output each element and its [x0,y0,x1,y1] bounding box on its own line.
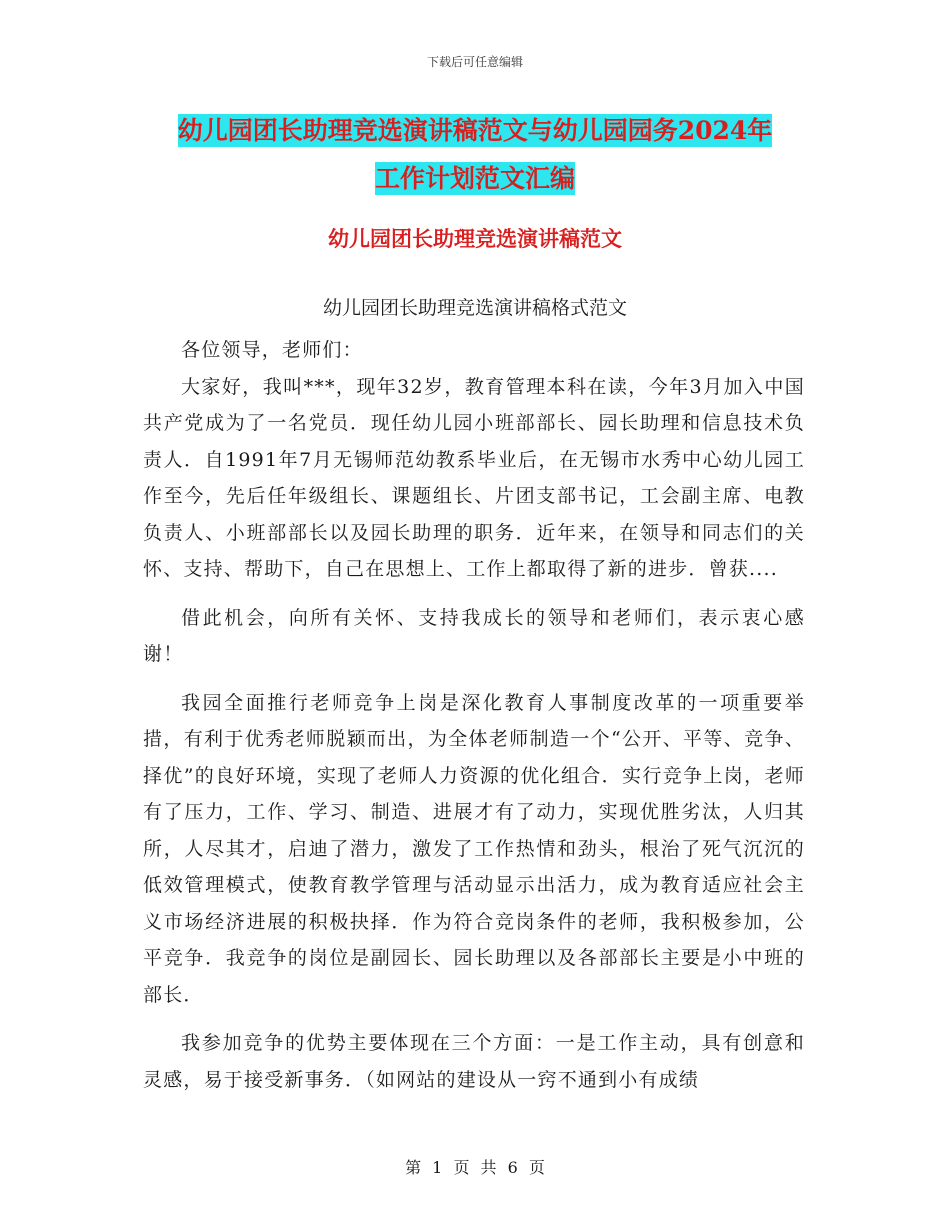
page-header-note: 下载后可任意编辑 [426,55,523,69]
salutation: 各位领导，老师们： [181,339,363,361]
page-number: 第 1 页 共 6 页 [405,1158,545,1177]
document-body [143,332,805,1098]
title-line-1: 幼儿园团长助理竞选演讲稿范文与幼儿园园务2024年 [177,116,773,145]
paragraph-2: 借此机会，向所有关怀、支持我成长的领导和老师们，表示衷心感谢！ [143,606,805,665]
title-line-2: 工作计划范文汇编 [374,164,575,193]
paragraph-3: 我园全面推行老师竞争上岗是深化教育人事制度改革的一项重要举措，有利于优秀老师脱颖而出，为全体老师制造一个“公开、平等、竞争、择优”的良好环境，实现了老师人力资源的优化组合．实行竞争上岗，老师有了压力，工作、学习、制造、进展才有了动力，实现优胜劣汰，人归其所，人尽其才，启迪了潜力，激发了工作热情和劲头，根治了死气沉沉的低效管理模式，使教育教学管理与活动显示出活力，成为教育适应社会主义市场经济进展的积极抉择．作为符合竞岗条件的老师，我积极参加，公平竞争．我竞争的岗位是副园长、园长助理以及各部部长主要是小中班的部长． [143,691,805,1006]
paragraph-1: 大家好，我叫***，现年32岁，教育管理本科在读，今年3月加入中国共产党成为了一名党员．现任幼儿园小班部部长、园长助理和信息技术负责人．自1991年7月无锡师范幼教系毕业后，在无锡市水秀中心幼儿园工作至今，先后任年级组长、课题组长、片团支部书记，工会副主席、电教负责人、小班部部长以及园长助理的职务．近年来，在领导和同志们的关怀、支持、帮助下，自己在思想上、工作上都取得了新的进步．曾获.... [143,375,805,580]
document-title [0,107,950,203]
paragraph-4: 我参加竞争的优势主要体现在三个方面：一是工作主动，具有创意和灵感，易于接受新事务．（如网站的建设从一窍不通到小有成绩 [143,1032,805,1091]
section-heading: 幼儿园团长助理竞选演讲稿范文 [328,226,622,251]
section-subtitle: 幼儿园团长助理竞选演讲稿格式范文 [322,297,627,319]
